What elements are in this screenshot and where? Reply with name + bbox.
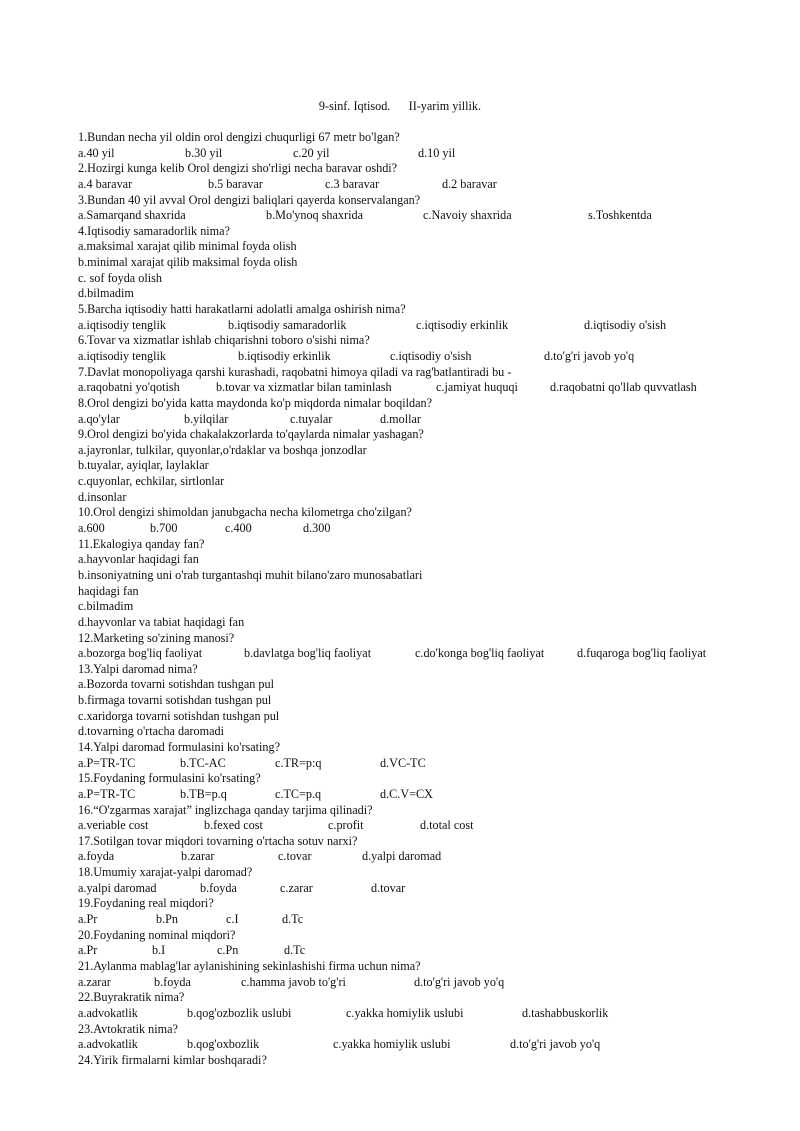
answer-options-row	[78, 912, 778, 928]
question-text: 24.Yirik firmalarni kimlar boshqaradi?	[78, 1052, 267, 1067]
question-text: 22.Buyrakratik nima?	[78, 990, 185, 1005]
answer-option: b.foyda	[200, 880, 237, 895]
question-text: 14.Yalpi daromad formulasini ko'rsating?	[78, 739, 281, 754]
answer-option: a.maksimal xarajat qilib minimal foyda olish	[78, 239, 297, 254]
answer-option: b.Pn	[156, 912, 179, 927]
answer-options-row	[78, 881, 778, 897]
answer-option: a.advokatlik	[78, 1005, 138, 1020]
answer-option: d.to'g'ri javob yo'q	[544, 348, 635, 363]
question-text: 9.Orol dengizi bo'yida chakalakzorlarda to'qaylarda nimalar yashagan?	[78, 427, 424, 442]
answer-option: a.bozorga bog'liq faoliyat	[78, 646, 203, 661]
answer-option: b.qog'ozbozlik uslubi	[187, 1005, 292, 1020]
answer-option: c.hamma javob to'g'ri	[241, 974, 346, 989]
answer-option: a.veriable cost	[78, 818, 149, 833]
answer-options-row	[78, 349, 778, 365]
answer-option: s.Toshkentda	[588, 208, 652, 223]
answer-option: d.yalpi daromad	[362, 849, 442, 864]
answer-option: d.raqobatni qo'llab quvvatlash	[550, 380, 697, 395]
answer-option: c.yakka homiylik uslubi	[333, 1037, 451, 1052]
answer-option: a.advokatlik	[78, 1037, 138, 1052]
question-text: 10.Orol dengizi shimoldan janubgacha necha kilometrga cho'zilgan?	[78, 505, 412, 520]
answer-options-row	[78, 380, 778, 396]
answer-options-row	[78, 208, 778, 224]
answer-option: b.davlatga bog'liq faoliyat	[244, 646, 372, 661]
answer-options-row	[78, 146, 778, 162]
question-text: 7.Davlat monopoliyaga qarshi kurashadi, raqobatni himoya qiladi va rag'batlantiradi bu -	[78, 364, 512, 379]
answer-option: b.zarar	[181, 849, 215, 864]
question-text: 18.Umumiy xarajat-yalpi daromad?	[78, 865, 253, 880]
answer-option: b.iqtisodiy samaradorlik	[228, 317, 347, 332]
answer-option: d.bilmadim	[78, 286, 134, 301]
question-text: 3.Bundan 40 yil avval Orol dengizi baliqlari qayerda konservalangan?	[78, 192, 421, 207]
answer-option: b.700	[150, 521, 178, 536]
answer-option: b.foyda	[154, 974, 191, 989]
page-title: 9-sinf. Iqtisod. II-yarim yillik.	[318, 99, 482, 113]
answer-option: b.TC-AC	[180, 755, 226, 770]
answer-option: b.30 yil	[185, 145, 223, 160]
answer-option: c.tuyalar	[290, 411, 333, 426]
answer-option: b.fexed cost	[204, 818, 263, 833]
answer-option: a.Pr	[78, 943, 98, 958]
answer-option: d.iqtisodiy o'sish	[584, 317, 667, 332]
answer-options-row	[78, 787, 778, 803]
answer-option: a.hayvonlar haqidagi fan	[78, 552, 199, 567]
answer-option: d.300	[303, 521, 331, 536]
answer-option: b.iqtisodiy erkinlik	[238, 348, 331, 363]
answer-option: b.TB=p.q	[180, 786, 227, 801]
answer-option: a.600	[78, 521, 105, 536]
answer-option: b.minimal xarajat qilib maksimal foyda olish	[78, 255, 298, 270]
answer-option: d.tashabbuskorlik	[522, 1005, 609, 1020]
answer-option: b.qog'oxbozlik	[187, 1037, 260, 1052]
answer-option: c.yakka homiylik uslubi	[346, 1005, 464, 1020]
answer-options-row	[78, 521, 778, 537]
answer-option: a.P=TR-TC	[78, 755, 136, 770]
answer-option: c.TR=p:q	[275, 755, 322, 770]
answer-option: a.qo'ylar	[78, 411, 120, 426]
answer-option: d.hayvonlar va tabiat haqidagi fan	[78, 614, 245, 629]
answer-option: haqidagi fan	[78, 583, 139, 598]
answer-option: d.total cost	[420, 818, 474, 833]
answer-option: b.yilqilar	[184, 411, 229, 426]
answer-options-row	[78, 177, 778, 193]
answer-option: d.VC-TC	[380, 755, 426, 770]
answer-option: c. sof foyda olish	[78, 270, 162, 285]
question-text: 8.Orol dengizi bo'yida katta maydonda ko'p miqdorda nimalar boqildan?	[78, 395, 433, 410]
answer-option: b.insoniyatning uni o'rab turgantashqi muhit bilano'zaro munosabatlari	[78, 567, 423, 582]
answer-option: d.tovar	[371, 880, 406, 895]
answer-option: b.Mo'ynoq shaxrida	[266, 208, 363, 223]
question-text: 11.Ekalogiya qanday fan?	[78, 536, 205, 551]
question-text: 1.Bundan necha yil oldin orol dengizi chuqurligi 67 metr bo'lgan?	[78, 130, 400, 144]
answer-option: d.Tc	[284, 943, 306, 958]
answer-option: a.Pr	[78, 912, 98, 927]
answer-option: c.400	[225, 521, 252, 536]
answer-option: a.iqtisodiy tenglik	[78, 348, 167, 363]
answer-option: a.raqobatni yo'qotish	[78, 380, 180, 395]
answer-option: d.2 baravar	[442, 176, 497, 191]
answer-option: a.yalpi daromad	[78, 880, 157, 895]
question-text: 4.Iqtisodiy samaradorlik nima?	[78, 223, 230, 238]
answer-options-row	[78, 646, 778, 662]
answer-option: d.tovarning o'rtacha daromadi	[78, 724, 225, 739]
answer-options-row	[78, 756, 778, 772]
answer-option: d.to'g'ri javob yo'q	[414, 974, 505, 989]
answer-options-row	[78, 849, 778, 865]
answer-option: d.C.V=CX	[380, 786, 433, 801]
question-text: 20.Foydaning nominal miqdori?	[78, 927, 236, 942]
answer-option: c.Pn	[217, 943, 239, 958]
answer-option: d.Tc	[282, 912, 304, 927]
question-text: 23.Avtokratik nima?	[78, 1021, 178, 1036]
answer-option: c.iqtisodiy o'sish	[390, 348, 472, 363]
answer-option: c.tovar	[278, 849, 312, 864]
answer-option: c.3 baravar	[325, 176, 380, 191]
question-text: 12.Marketing so'zining manosi?	[78, 630, 235, 645]
answer-option: a.Bozorda tovarni sotishdan tushgan pul	[78, 677, 274, 692]
question-text: 13.Yalpi daromad nima?	[78, 661, 198, 676]
answer-option: b.5 baravar	[208, 176, 263, 191]
answer-option: b.I	[152, 943, 166, 958]
answer-options-row	[78, 412, 778, 428]
answer-options-row	[78, 318, 778, 334]
answer-option: c.quyonlar, echkilar, sirtlonlar	[78, 474, 225, 489]
question-text: 21.Aylanma mablag'lar aylanishining sekinlashishi firma uchun nima?	[78, 958, 421, 973]
question-text: 15.Foydaning formulasini ko'rsating?	[78, 771, 261, 786]
answer-option: d.insonlar	[78, 489, 127, 504]
answer-option: d.10 yil	[418, 145, 456, 160]
question-text: 2.Hozirgi kunga kelib Orol dengizi sho'rligi necha baravar oshdi?	[78, 161, 398, 176]
answer-option: c.20 yil	[293, 145, 330, 160]
answer-option: a.iqtisodiy tenglik	[78, 317, 167, 332]
answer-option: a.P=TR-TC	[78, 786, 136, 801]
answer-option: c.Navoiy shaxrida	[423, 208, 512, 223]
answer-options-row	[78, 975, 778, 991]
answer-option: c.I	[226, 912, 239, 927]
question-text: 17.Sotilgan tovar miqdori tovarning o'rtacha sotuv narxi?	[78, 833, 358, 848]
answer-options-row	[78, 1006, 778, 1022]
answer-option: c.jamiyat huquqi	[436, 380, 518, 395]
question-text: 5.Barcha iqtisodiy hatti harakatlarni adolatli amalga oshirish nima?	[78, 302, 406, 317]
answer-option: b.tovar va xizmatlar bilan taminlash	[216, 380, 392, 395]
answer-option: a.40 yil	[78, 145, 115, 160]
answer-option: a.Samarqand shaxrida	[78, 208, 186, 223]
question-text: 6.Tovar va xizmatlar ishlab chiqarishni toboro o'sishi nima?	[78, 333, 370, 348]
answer-options-row	[78, 943, 778, 959]
answer-options-row	[78, 818, 778, 834]
question-text: 19.Foydaning real miqdori?	[78, 896, 214, 911]
answer-option: a.4 baravar	[78, 176, 133, 191]
answer-option: a.jayronlar, tulkilar, quyonlar,o'rdaklar va boshqa jonzodlar	[78, 442, 367, 457]
answer-option: b.firmaga tovarni sotishdan tushgan pul	[78, 693, 272, 708]
answer-option: d.mollar	[380, 411, 421, 426]
answer-option: c.TC=p.q	[275, 786, 322, 801]
answer-option: d.fuqaroga bog'liq faoliyat	[577, 646, 707, 661]
answer-option: a.zarar	[78, 974, 111, 989]
question-list	[78, 130, 778, 1068]
answer-option: d.to'g'ri javob yo'q	[510, 1037, 601, 1052]
answer-option: b.tuyalar, ayiqlar, laylaklar	[78, 458, 209, 473]
answer-option: c.iqtisodiy erkinlik	[416, 317, 509, 332]
question-text: 16.“O'zgarmas xarajat” inglizchaga qanday tarjima qilinadi?	[78, 802, 373, 817]
answer-option: c.profit	[328, 818, 364, 833]
answer-option: c.do'konga bog'liq faoliyat	[415, 646, 545, 661]
answer-options-row	[78, 1037, 778, 1053]
answer-option: c.xaridorga tovarni sotishdan tushgan pul	[78, 708, 280, 723]
answer-option: a.foyda	[78, 849, 115, 864]
answer-option: c.zarar	[280, 880, 313, 895]
answer-option: c.bilmadim	[78, 599, 134, 614]
